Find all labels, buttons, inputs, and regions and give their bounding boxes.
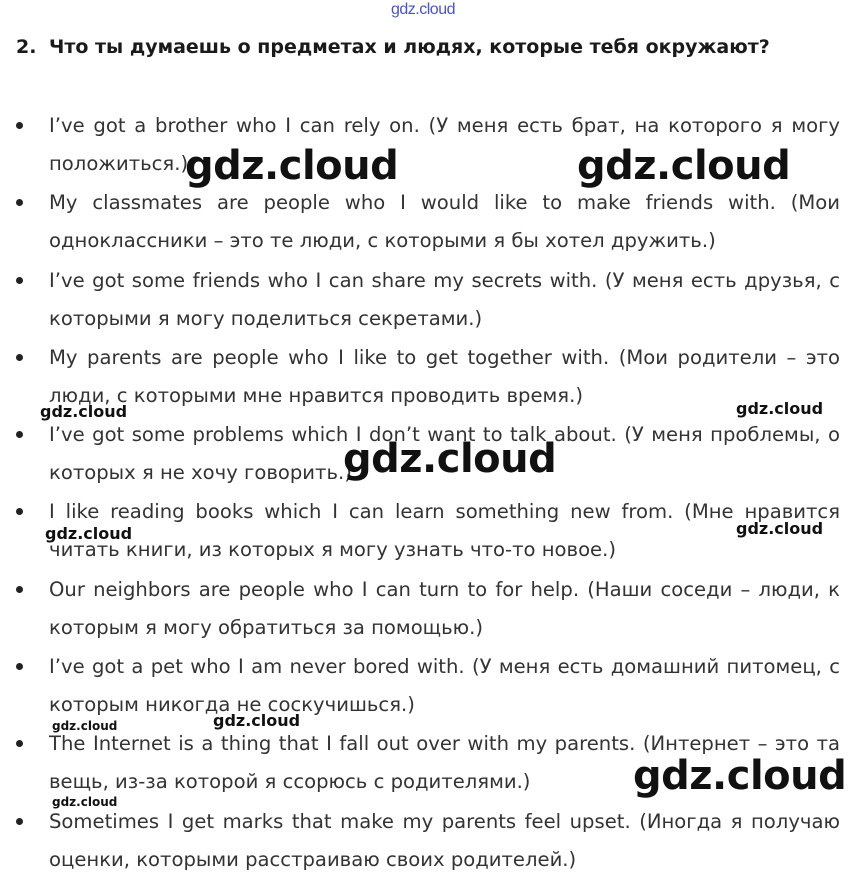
- item-text: I like reading books which I can learn something new from. (Мне нравится читать книги, из которых я могу узнать что-то новое.): [49, 500, 840, 562]
- list-item: [0, 339, 859, 416]
- list-item: [0, 262, 859, 339]
- list-item: [0, 571, 859, 648]
- top-watermark: gdz.cloud: [391, 1, 455, 18]
- list-item: [0, 416, 859, 493]
- watermark: gdz.cloud: [185, 143, 399, 189]
- item-text: I’ve got a pet who I am never bored with. (У меня есть домашний питомец, с которым никогда не соскучишься.): [49, 655, 840, 717]
- item-text: The Internet is a thing that I fall out over with my parents. (Интернет – это та вещь, из-за которой я ссорюсь с родителями.): [49, 732, 840, 794]
- watermark: gdz.cloud: [736, 399, 824, 418]
- answer-list: [0, 107, 859, 880]
- watermark: gdz.cloud: [45, 524, 133, 543]
- item-text: I’ve got a brother who I can rely on. (У меня есть брат, на которого я могу положиться.): [49, 114, 840, 175]
- list-item: [0, 803, 859, 880]
- bullet-icon: [16, 122, 23, 129]
- exercise-number: 2.: [16, 36, 37, 58]
- exercise-heading: [16, 36, 770, 58]
- item-text: My parents are people who I like to get together with. (Мои родители – это люди, с которыми мне нравится проводить время.): [49, 345, 840, 407]
- list-item: [0, 184, 859, 261]
- watermark: gdz.cloud: [736, 519, 824, 538]
- list-item: [0, 493, 859, 570]
- watermark: gdz.cloud: [52, 719, 118, 733]
- bullet-icon: [16, 199, 23, 206]
- bullet-icon: [16, 277, 23, 284]
- bullet-icon: [16, 586, 23, 593]
- item-text: I’ve got some friends who I can share my secrets with. (У меня есть друзья, с которыми я могу поделиться секретами.): [49, 268, 840, 330]
- list-item: [0, 648, 859, 725]
- list-item: [0, 107, 859, 184]
- list-item: [0, 725, 859, 802]
- bullet-icon: [16, 354, 23, 361]
- watermark: gdz.cloud: [343, 436, 557, 482]
- exercise-question: Что ты думаешь о предметах и людях, которые тебя окружают?: [49, 36, 770, 58]
- item-text: Our neighbors are people who I can turn to for help. (Наши соседи – люди, к которым я могу обратиться за помощью.): [49, 577, 840, 639]
- watermark: gdz.cloud: [40, 402, 128, 421]
- bullet-icon: [16, 663, 23, 670]
- watermark: gdz.cloud: [213, 711, 301, 730]
- bullet-icon: [16, 431, 23, 438]
- bullet-icon: [16, 818, 23, 825]
- item-text: Sometimes I get marks that make my parents feel upset. (Иногда я получаю оценки, которыми расстраиваю своих родителей.): [49, 809, 840, 871]
- bullet-icon: [16, 508, 23, 515]
- item-text: I’ve got some problems which I don’t want to talk about. (У меня проблемы, о которых я не хочу говорить.): [49, 423, 840, 485]
- item-text: My classmates are people who I would like to make friends with. (Мои одноклассники – это те люди, с которыми я бы хотел дружить.): [49, 191, 840, 253]
- watermark: gdz.cloud: [577, 143, 791, 189]
- bullet-icon: [16, 740, 23, 747]
- watermark: gdz.cloud: [633, 753, 847, 799]
- watermark: gdz.cloud: [52, 795, 118, 809]
